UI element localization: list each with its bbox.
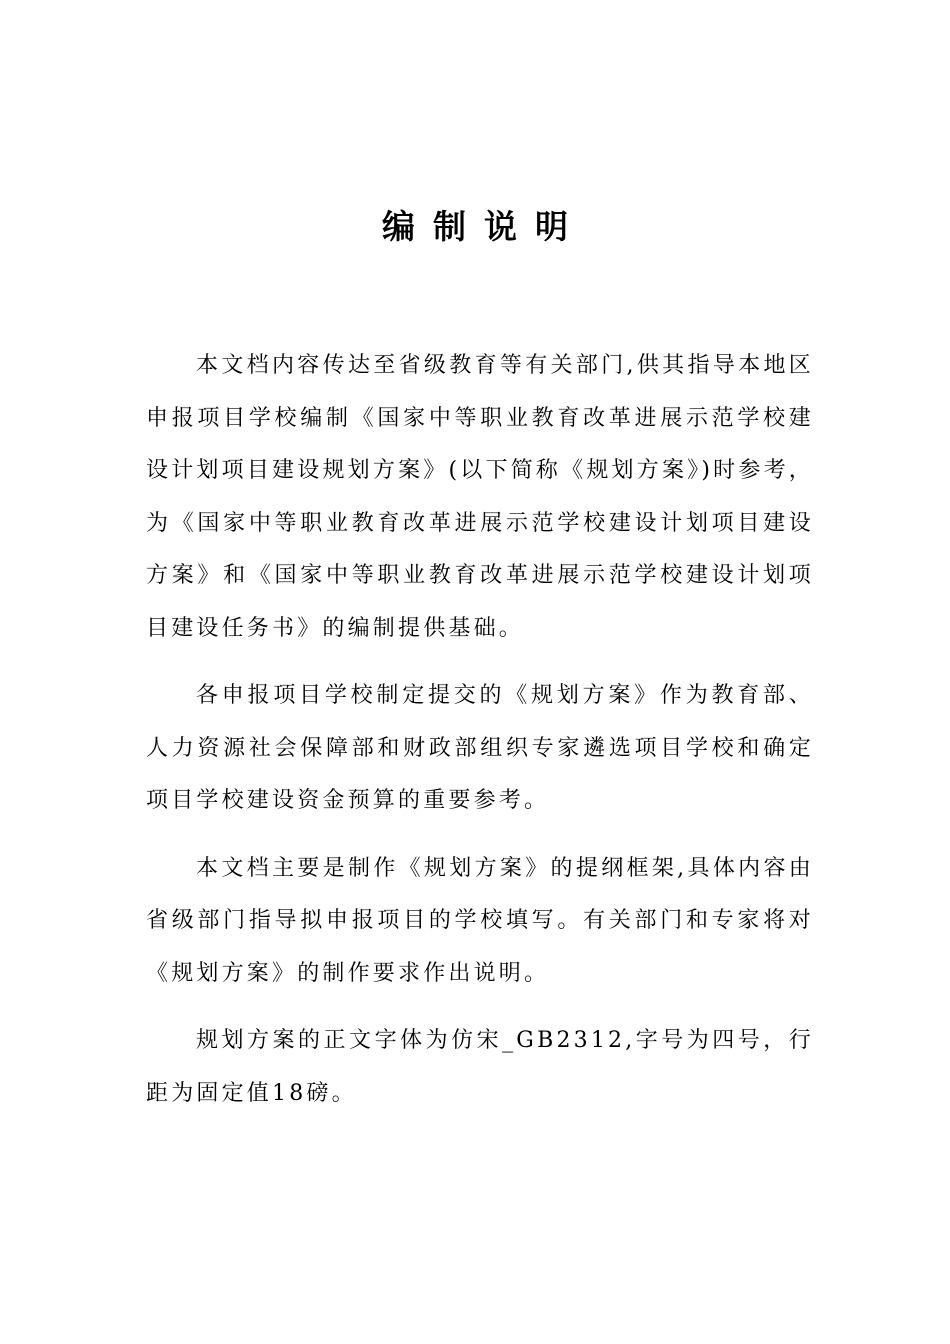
document-title: 编制说明 bbox=[382, 207, 586, 246]
paragraph-4: 规划方案的正文字体为仿宋_GB2312,字号为四号，行距为固定值18磅。 bbox=[146, 1028, 814, 1106]
paragraph-1: 本文档内容传达至省级教育等有关部门,供其指导本地区申报项目学校编制《国家中等职业教育改革进展示范学校建设计划项目建设规划方案》(以下简称《规划方案》)时参考，为《国家中等职业教育改革进展示范学校建设计划项目建设方案》和《国家中等职业教育改革进展示范学校建设计划项目建设任务书》的编制提供基础。 bbox=[146, 353, 814, 641]
document-body bbox=[146, 340, 814, 1135]
paragraph-2: 各申报项目学校制定提交的《规划方案》作为教育部、人力资源社会保障部和财政部组织专家遴选项目学校和确定项目学校建设资金预算的重要参考。 bbox=[146, 683, 814, 813]
paragraph-3: 本文档主要是制作《规划方案》的提纲框架,具体内容由省级部门指导拟申报项目的学校填写。有关部门和专家将对《规划方案》的制作要求作出说明。 bbox=[146, 855, 814, 986]
